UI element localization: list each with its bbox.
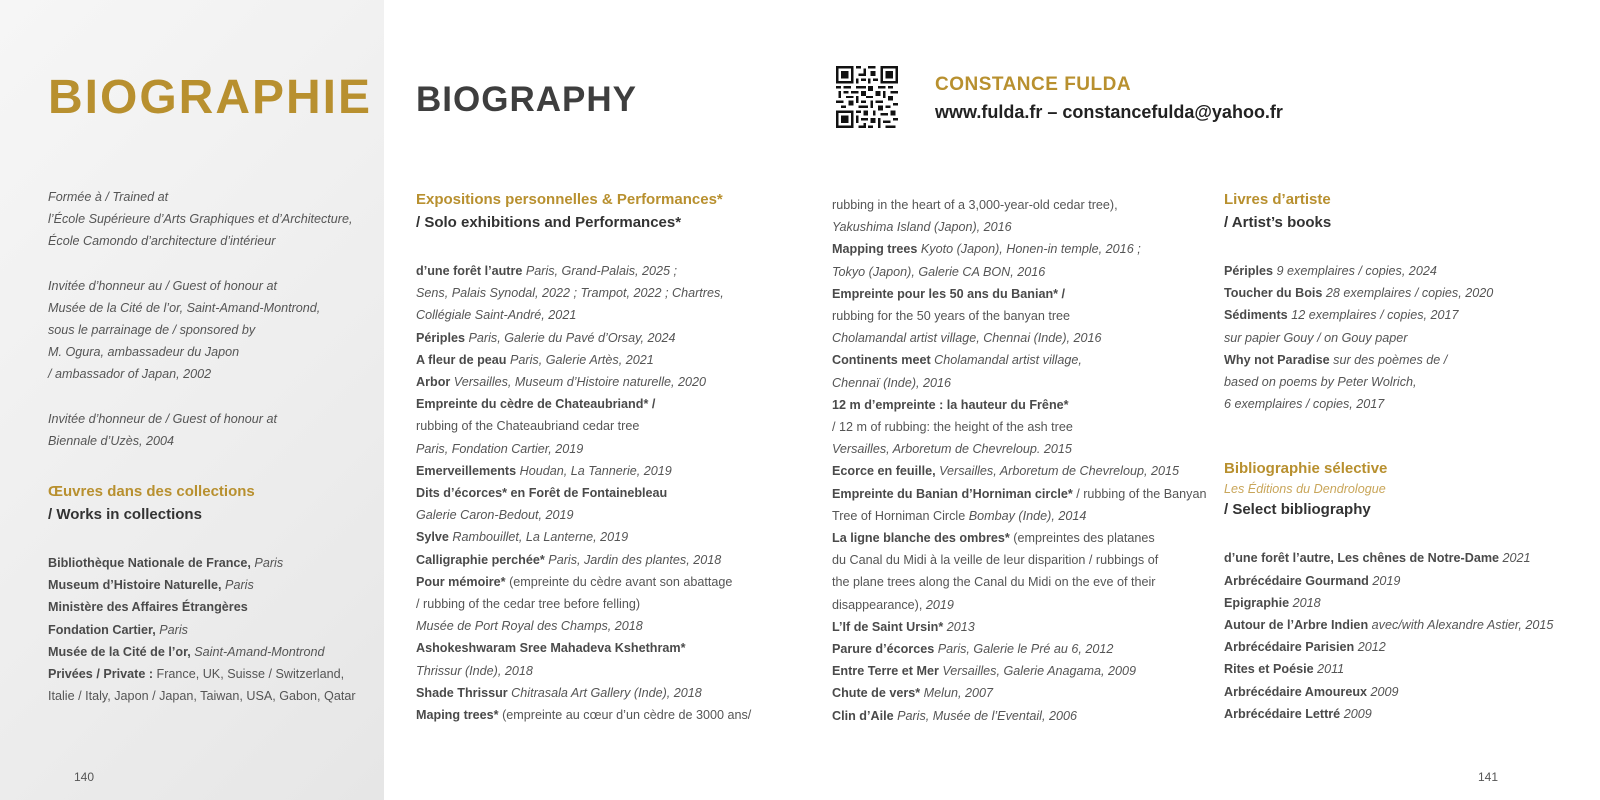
biblio-item-detail: 2011 xyxy=(1313,662,1345,677)
training-line: École Camondo d’architecture d’intérieur xyxy=(48,234,276,249)
exhibition-item-title: Chute de vers* xyxy=(832,686,921,701)
exhibition-item-title: Empreinte du Banian d’Horniman circle* xyxy=(832,486,1073,501)
honour-line: Invitée d’honneur au / Guest of honour at xyxy=(48,278,277,293)
biblio-item xyxy=(1224,636,1553,658)
exhibition-item-detail: Tokyo (Japon), Galerie CA BON, 2016 xyxy=(832,264,1046,279)
exhibition-item xyxy=(832,349,1206,371)
exhibition-item-title: Empreinte pour les 50 ans du Banian* / xyxy=(832,286,1066,301)
collection-item-text: Italie / Italy, Japon / Japan, Taiwan, USA, Gabon, Qatar xyxy=(48,689,356,704)
exhibition-item xyxy=(416,660,751,682)
exhibition-item xyxy=(832,416,1206,438)
exhibition-item-title: Empreinte du cèdre de Chateaubriand* / xyxy=(416,397,656,412)
biblio-item-detail: 2009 xyxy=(1340,706,1372,721)
exhibition-item xyxy=(832,327,1206,349)
column-4 xyxy=(1224,188,1553,725)
exhibition-item-text: Tree of Horniman Circle xyxy=(832,508,966,523)
exhibition-item-detail: Bombay (Inde), 2014 xyxy=(965,508,1087,523)
contact-name: CONSTANCE FULDA xyxy=(935,74,1132,95)
exhibition-item xyxy=(832,372,1206,394)
honour-line: sous le parrainage de / sponsored by xyxy=(48,323,256,338)
collection-item-detail: Paris xyxy=(250,556,284,571)
biblio-item xyxy=(1224,614,1553,636)
exhibition-item-detail: Paris, Galerie Artès, 2021 xyxy=(506,352,654,367)
exhibition-item xyxy=(416,371,751,393)
exhibition-item xyxy=(416,282,751,304)
training-line: l’École Supérieure d’Arts Graphiques et d’Architecture, xyxy=(48,212,353,227)
exhibition-item-title: A fleur de peau xyxy=(416,352,507,367)
book-item-detail: based on poems by Peter Wolrich, xyxy=(1224,375,1417,390)
collection-item xyxy=(48,574,356,596)
exhibition-item xyxy=(832,261,1206,283)
exhibition-item xyxy=(832,682,1206,704)
exhibition-item xyxy=(416,482,751,504)
exhibition-item-detail: Musée de Port Royal des Champs, 2018 xyxy=(416,619,643,634)
biblio-item-detail: 2012 xyxy=(1354,640,1386,655)
exhibition-item xyxy=(832,660,1206,682)
biblio-item-title: d’une forêt l’autre, Les chênes de Notre-Dame xyxy=(1224,551,1500,566)
book-item-detail: 28 exemplaires / copies, 2020 xyxy=(1322,286,1494,301)
collection-item xyxy=(48,641,356,663)
book-item xyxy=(1224,371,1553,393)
exhibition-item xyxy=(832,594,1206,616)
exhibition-item xyxy=(832,194,1206,216)
collection-item xyxy=(48,596,356,618)
book-item-title: Sédiments xyxy=(1224,308,1288,323)
exhibition-item-detail: Melun, 2007 xyxy=(920,686,994,701)
exhibition-item-text: / 12 m of rubbing: the height of the ash tree xyxy=(832,420,1073,435)
exhibition-item-detail: Rambouillet, La Lanterne, 2019 xyxy=(448,530,629,545)
exhibition-item-detail: Yakushima Island (Japon), 2016 xyxy=(832,220,1012,235)
exhibition-item-title: Continents meet xyxy=(832,353,931,368)
page-number-right: 141 xyxy=(1478,770,1499,784)
exhibition-item xyxy=(416,593,751,615)
column-2 xyxy=(416,188,751,726)
exhibition-item xyxy=(416,327,751,349)
exhibition-item-title: Shade Thrissur xyxy=(416,685,508,700)
exhibition-item-detail: Versailles, Arboretum de Chevreloup. 2015 xyxy=(832,442,1072,457)
exhibition-item-title: d’une forêt l’autre xyxy=(416,264,523,278)
collection-item-title: Musée de la Cité de l’or, xyxy=(48,644,191,659)
biblio-item-title: Epigraphie xyxy=(1224,595,1290,610)
exhibition-item-title: Pour mémoire* xyxy=(416,574,506,589)
book-item-detail: sur des poèmes de / xyxy=(1329,352,1448,367)
exhibition-item-detail: Cholamandal artist village, xyxy=(930,353,1082,368)
exhibition-item xyxy=(416,438,751,460)
exhibition-item xyxy=(416,460,751,482)
collection-item xyxy=(48,619,356,641)
exhibition-item xyxy=(416,549,751,571)
exhibition-item-title: Mapping trees xyxy=(832,242,918,257)
exhibition-item xyxy=(832,438,1206,460)
collections-heading-fr: Œuvres dans des collections xyxy=(48,483,255,501)
exhibition-item xyxy=(416,304,751,326)
exhibition-item-detail: Paris, Fondation Cartier, 2019 xyxy=(416,441,584,456)
book-item xyxy=(1224,393,1553,415)
exhibition-item-text: du Canal du Midi à la veille de leur disparition / rubbings of xyxy=(832,553,1159,568)
biblio-publisher: Les Éditions du Dendrologue xyxy=(1224,482,1386,497)
book-item xyxy=(1224,304,1553,326)
biblio-item xyxy=(1224,570,1553,592)
honour-line: Biennale d’Uzès, 2004 xyxy=(48,433,175,448)
page-number-left: 140 xyxy=(74,770,95,784)
exhibition-item-title: Ecorce en feuille, xyxy=(832,464,936,479)
biblio-item-detail: avec/with Alexandre Astier, 2015 xyxy=(1368,618,1554,633)
honour-line: Invitée d’honneur de / Guest of honour at xyxy=(48,411,277,426)
book-item-detail: 12 exemplaires / copies, 2017 xyxy=(1287,308,1459,323)
exhibition-item-detail: Paris, Galerie du Pavé d’Orsay, 2024 xyxy=(465,330,676,345)
biblio-item-title: Arbrécédaire Gourmand xyxy=(1224,573,1369,588)
exhibition-item xyxy=(416,349,751,371)
exhibition-item-detail: Chennaï (Inde), 2016 xyxy=(832,375,952,390)
book-item-detail: 9 exemplaires / copies, 2024 xyxy=(1273,264,1437,278)
exhibition-item-detail: Thrissur (Inde), 2018 xyxy=(416,663,533,678)
book-item-detail: sur papier Gouy / on Gouy paper xyxy=(1224,330,1408,345)
exhibition-item xyxy=(416,260,751,282)
exhibition-item-title: Dits d’écorces* en Forêt de Fontainebleau xyxy=(416,486,668,501)
exhibition-item xyxy=(832,527,1206,549)
exhibition-item-title: 12 m d’empreinte : la hauteur du Frêne* xyxy=(832,397,1069,412)
biblio-item-detail: 2018 xyxy=(1289,595,1321,610)
page-title-fr: BIOGRAPHIE xyxy=(48,71,373,124)
biblio-item-title: Arbrécédaire Lettré xyxy=(1224,706,1341,721)
exhibition-item xyxy=(416,571,751,593)
exhibition-item-title: L’If de Saint Ursin* xyxy=(832,619,944,634)
collection-item xyxy=(48,552,356,574)
exhibition-item-title: Calligraphie perchée* xyxy=(416,552,545,567)
biblio-item-title: Arbrécédaire Parisien xyxy=(1224,640,1355,655)
book-item xyxy=(1224,327,1553,349)
book-item-title: Toucher du Bois xyxy=(1224,286,1323,301)
biblio-heading-en: / Select bibliography xyxy=(1224,501,1371,519)
collection-item-title: Bibliothèque Nationale de France, xyxy=(48,556,251,571)
exhibition-item-text: (empreinte du cèdre avant son abattage xyxy=(505,574,733,589)
exhibition-item xyxy=(832,283,1206,305)
books-heading-en: / Artist’s books xyxy=(1224,214,1332,231)
exhibition-item xyxy=(416,393,751,415)
exhibition-item xyxy=(832,305,1206,327)
exhibition-item-detail: Sens, Palais Synodal, 2022 ; Trampot, 2022 ; Chartres, xyxy=(416,286,724,301)
exhibition-item xyxy=(832,460,1206,482)
collections-heading-en: / Works in collections xyxy=(48,506,202,524)
biblio-item xyxy=(1224,547,1553,569)
exhibition-item-detail: Kyoto (Japon), Honen-in temple, 2016 ; xyxy=(917,242,1141,257)
exhibition-item xyxy=(832,216,1206,238)
exhibition-item xyxy=(832,505,1206,527)
honour-line: M. Ogura, ambassadeur du Japon xyxy=(48,345,240,360)
exhibition-item xyxy=(416,682,751,704)
exhibition-item-text: the plane trees along the Canal du Midi on the eve of their xyxy=(832,575,1156,590)
exhibition-item-detail: Versailles, Museum d’Histoire naturelle, 2020 xyxy=(450,375,707,390)
exhibition-item xyxy=(416,637,751,659)
collection-item xyxy=(48,663,356,685)
book-item-detail: 6 exemplaires / copies, 2017 xyxy=(1224,397,1385,412)
column-3 xyxy=(832,194,1206,727)
collection-item-title: Museum d’Histoire Naturelle, xyxy=(48,578,222,593)
exhibition-item-title: Emerveillements xyxy=(416,463,517,478)
biblio-item-detail: 2021 xyxy=(1499,551,1531,566)
exhibition-item-detail: 2019 xyxy=(922,597,954,612)
exhibition-item-detail: Paris, Grand-Palais, 2025 ; xyxy=(522,264,678,278)
solo-heading-en: / Solo exhibitions and Performances* xyxy=(416,214,682,231)
exhibition-item xyxy=(416,704,751,726)
exhibition-item-title: Entre Terre et Mer xyxy=(832,664,939,679)
exhibition-item xyxy=(832,394,1206,416)
collection-item-title: Fondation Cartier, xyxy=(48,622,156,637)
biblio-item-detail: 2009 xyxy=(1367,684,1399,699)
book-item xyxy=(1224,349,1553,371)
exhibition-item-detail: Paris, Galerie le Pré au 6, 2012 xyxy=(934,642,1114,657)
page-title-en: BIOGRAPHY xyxy=(416,80,637,119)
collection-item xyxy=(48,685,356,707)
exhibition-item-title: Parure d’écorces xyxy=(832,642,935,657)
biblio-item-detail: 2019 xyxy=(1368,573,1401,588)
exhibition-item-text: rubbing in the heart of a 3,000-year-old cedar tree), xyxy=(832,198,1118,212)
contact-website-email-link[interactable]: www.fulda.fr – constancefulda@yahoo.fr xyxy=(935,102,1283,122)
exhibition-item xyxy=(832,549,1206,571)
exhibition-item-detail: Chitrasala Art Gallery (Inde), 2018 xyxy=(507,685,702,700)
biblio-item-title: Arbrécédaire Amoureux xyxy=(1224,684,1368,699)
collection-item-detail: Paris xyxy=(155,622,188,637)
books-heading-fr: Livres d’artiste xyxy=(1224,191,1331,208)
exhibition-item-title: Sylve xyxy=(416,530,449,545)
collection-item-title: Ministère des Affaires Étrangères xyxy=(48,600,248,615)
collection-item-detail: Saint-Amand-Montrond xyxy=(190,644,325,659)
collection-item-detail: Paris xyxy=(221,578,254,593)
exhibition-item-text: (empreintes des platanes xyxy=(1009,531,1155,546)
biblio-item-title: Autour de l’Arbre Indien xyxy=(1224,618,1369,633)
collection-item-text: France, UK, Suisse / Switzerland, xyxy=(153,667,345,682)
exhibition-item xyxy=(832,616,1206,638)
exhibition-item xyxy=(416,504,751,526)
exhibition-item-detail: 2013 xyxy=(943,619,975,634)
exhibition-item xyxy=(832,483,1206,505)
exhibition-item-title: Clin d’Aile xyxy=(832,708,894,723)
exhibition-item-detail: Versailles, Galerie Anagama, 2009 xyxy=(938,664,1137,679)
exhibition-item-title: Maping trees* xyxy=(416,708,499,723)
exhibition-item xyxy=(832,238,1206,260)
exhibition-item-detail: Paris, Jardin des plantes, 2018 xyxy=(544,552,722,567)
book-item-title: Périples xyxy=(1224,264,1274,278)
honour-line: Musée de la Cité de l’or, Saint-Amand-Montrond, xyxy=(48,300,321,315)
book-item xyxy=(1224,260,1553,282)
biblio-item xyxy=(1224,681,1553,703)
exhibition-item-text: / rubbing of the Banyan xyxy=(1072,486,1207,501)
exhibition-item-detail: Collégiale Saint-André, 2021 xyxy=(416,308,577,323)
biblio-heading-fr: Bibliographie sélective xyxy=(1224,460,1388,478)
exhibition-item-text: rubbing for the 50 years of the banyan tree xyxy=(832,309,1071,324)
exhibition-item xyxy=(832,705,1206,727)
exhibition-item xyxy=(832,638,1206,660)
exhibition-item-text: disappearance), xyxy=(832,597,923,612)
training-line: Formée à / Trained at xyxy=(48,190,169,204)
exhibition-item xyxy=(416,615,751,637)
exhibition-item-text: / rubbing of the cedar tree before felling) xyxy=(416,597,641,612)
exhibition-item-title: La ligne blanche des ombres* xyxy=(832,531,1010,546)
exhibition-item-text: (empreinte au cœur d’un cèdre de 3000 ans/ xyxy=(498,708,752,723)
exhibition-item-detail: Paris, Musée de l’Eventail, 2006 xyxy=(893,708,1077,723)
column-1 xyxy=(48,186,356,707)
biblio-item xyxy=(1224,703,1553,725)
exhibition-item-title: Ashokeshwaram Sree Mahadeva Kshethram* xyxy=(416,641,686,656)
exhibition-item-detail: Versailles, Arboretum de Chevreloup, 2015 xyxy=(935,464,1179,479)
biblio-item-title: Rites et Poésie xyxy=(1224,662,1314,677)
exhibition-item-detail: Houdan, La Tannerie, 2019 xyxy=(516,463,672,478)
biblio-item xyxy=(1224,592,1553,614)
qr-code-icon[interactable] xyxy=(836,66,898,128)
book-item xyxy=(1224,282,1553,304)
solo-heading-fr: Expositions personnelles & Performances* xyxy=(416,191,723,208)
exhibition-item-title: Arbor xyxy=(416,375,451,390)
honour-line: / ambassador of Japan, 2002 xyxy=(48,367,212,382)
biblio-item xyxy=(1224,658,1553,680)
exhibition-item xyxy=(416,526,751,548)
collection-item-title: Privées / Private : xyxy=(48,667,154,682)
exhibition-item xyxy=(832,571,1206,593)
exhibition-item xyxy=(416,415,751,437)
exhibition-item-title: Périples xyxy=(416,330,466,345)
exhibition-item-text: rubbing of the Chateaubriand cedar tree xyxy=(416,419,640,434)
book-item-title: Why not Paradise xyxy=(1224,352,1330,367)
exhibition-item-detail: Galerie Caron-Bedout, 2019 xyxy=(416,508,574,523)
exhibition-item-detail: Cholamandal artist village, Chennai (Inde), 2016 xyxy=(832,331,1102,346)
